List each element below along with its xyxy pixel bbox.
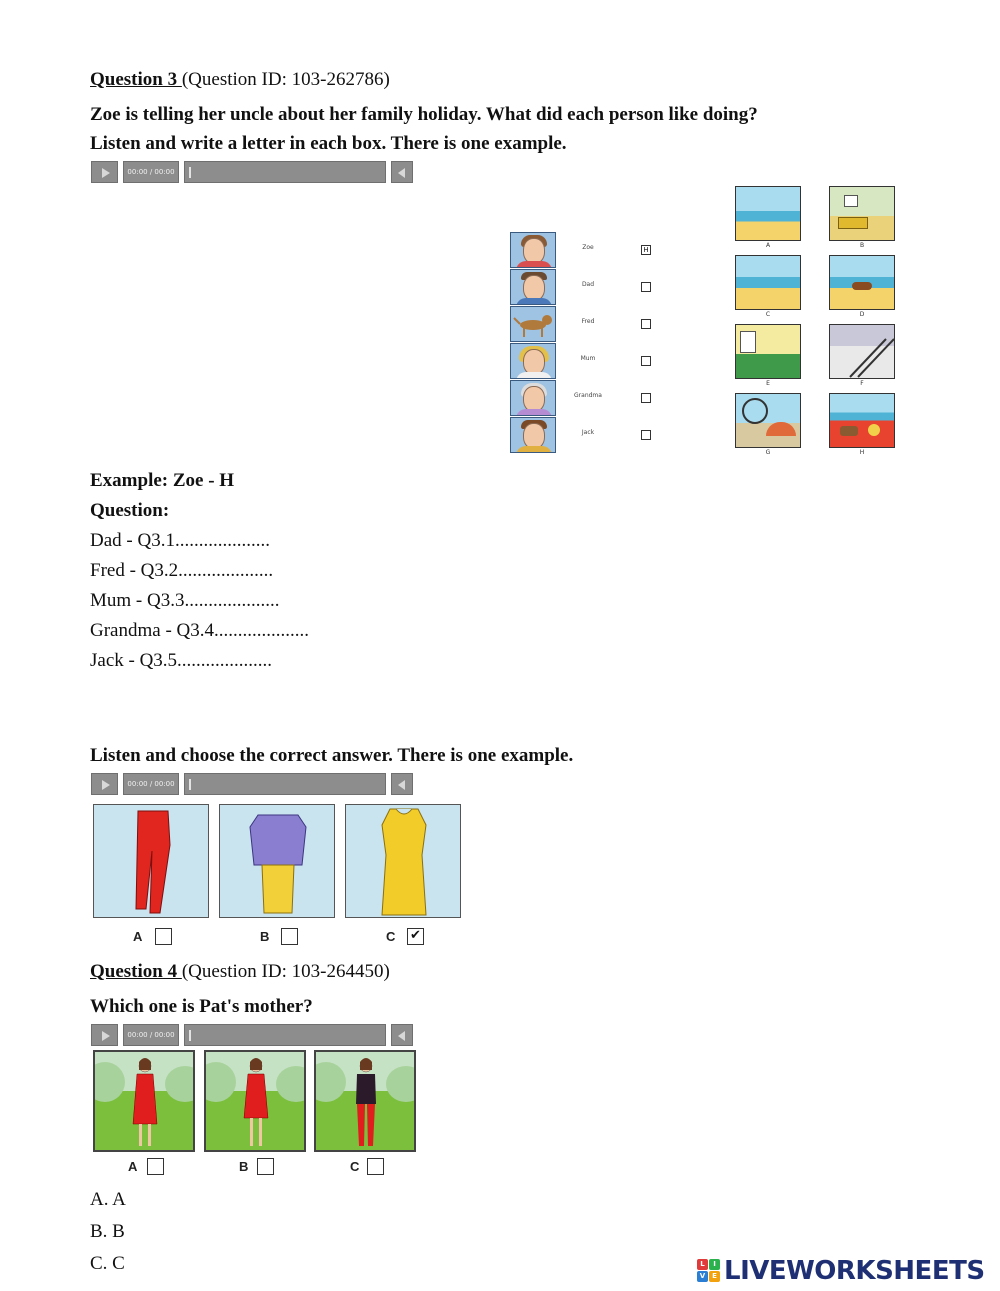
picture-g-fair [735,393,801,448]
answer-line-jack[interactable]: Jack - Q3.5.................... [90,650,273,671]
fred-dog-portrait [510,306,556,342]
family-answer-box[interactable] [641,356,651,366]
q3-instruction-1: Zoe is telling her uncle about her family holiday. What did each person like doing? [90,104,758,125]
option-a-trousers [93,804,209,918]
family-row-zoe [510,232,670,268]
example-instruction: Listen and choose the correct answer. There is one example. [90,745,574,766]
family-row-jack [510,417,670,453]
option-checkbox-b[interactable] [257,1158,274,1175]
picture-label: F [860,380,864,387]
family-answer-box[interactable] [641,282,651,292]
audio-progress-bar[interactable] [184,773,386,795]
audio-time: 00:00 / 00:00 [123,1024,179,1046]
family-row-grandma [510,380,670,416]
family-name: Dad [581,281,595,288]
family-answer-box: H [641,245,651,255]
q3-example: Example: Zoe - H [90,470,235,491]
dad-portrait [510,269,556,305]
picture-f-shopping-stairs [829,324,895,379]
option-b-woman-red-dress-short [204,1050,306,1152]
picture-label: E [766,380,770,387]
picture-d-dog-beach [829,255,895,310]
option-letter: B [260,929,270,944]
answer-line-mum[interactable]: Mum - Q3.3.................... [90,590,280,611]
family-answer-box[interactable] [641,319,651,329]
picture-label: B [859,242,865,249]
answer-line-dad[interactable]: Dad - Q3.1.................... [90,530,270,551]
family-name: Fred [581,318,595,325]
picture-label: D [859,311,865,318]
family-row-fred [510,306,670,342]
play-icon[interactable] [91,161,118,183]
family-row-mum [510,343,670,379]
audio-time: 00:00 / 00:00 [123,161,179,183]
family-answer-box[interactable] [641,430,651,440]
q4-choice-c[interactable]: C. C [90,1253,125,1274]
q4-heading [90,960,390,984]
family-answer-box[interactable] [641,393,651,403]
volume-icon[interactable] [391,773,413,795]
picture-label: C [765,311,771,318]
q4-question: Which one is Pat's mother? [90,996,313,1017]
answer-line-fred[interactable]: Fred - Q3.2.................... [90,560,274,581]
audio-time: 00:00 / 00:00 [123,773,179,795]
family-name: Jack [581,429,595,436]
picture-label: H [859,449,865,456]
option-checkbox-a[interactable] [155,928,172,945]
option-a-woman-red-dress [93,1050,195,1152]
q4-choice-a[interactable]: A. A [90,1189,126,1210]
family-name: Zoe [582,244,594,251]
q4-question-id: (Question ID: 103-264450) [181,961,390,982]
family-name: Mum [580,355,596,362]
option-letter: B [239,1159,249,1174]
option-c-woman-red-trousers [314,1050,416,1152]
option-checkbox-c[interactable] [367,1158,384,1175]
zoe-portrait [510,232,556,268]
picture-label: G [765,449,771,456]
option-letter: A [128,1159,138,1174]
play-icon[interactable] [91,1024,118,1046]
q4-choice-b[interactable]: B. B [90,1221,125,1242]
option-letter: C [350,1159,360,1174]
q3-heading [90,68,390,92]
option-checkbox-b[interactable] [281,928,298,945]
q3-question-label: Question: [90,500,170,521]
q4-title: Question 4 [90,961,182,982]
audio-progress-bar[interactable] [184,1024,386,1046]
q3-audio-player [91,161,413,183]
mum-portrait [510,343,556,379]
q3-title: Question 3 [90,69,182,90]
logo-grid-icon: L I V E [697,1259,721,1283]
picture-b-living-room [829,186,895,241]
q3-instruction-2: Listen and write a letter in each box. There is one example. [90,133,567,154]
volume-icon[interactable] [391,1024,413,1046]
volume-icon[interactable] [391,161,413,183]
example-audio-player [91,773,413,795]
option-letter: C [386,929,396,944]
picture-e-room [735,324,801,379]
option-letter: A [133,929,143,944]
answer-line-grandma[interactable]: Grandma - Q3.4.................... [90,620,309,641]
picture-a-beach [735,186,801,241]
picture-label: A [765,242,771,249]
family-name: Grandma [574,392,602,399]
q4-audio-player [91,1024,413,1046]
option-checkbox-c[interactable]: ✔ [407,928,424,945]
audio-progress-bar[interactable] [184,161,386,183]
option-b-jacket-skirt [219,804,335,918]
option-checkbox-a[interactable] [147,1158,164,1175]
logo-text: LIVEWORKSHEETS [724,1256,985,1286]
q3-question-id: (Question ID: 103-262786) [181,69,390,90]
option-c-dress [345,804,461,918]
family-row-dad [510,269,670,305]
jack-portrait [510,417,556,453]
play-icon[interactable] [91,773,118,795]
picture-c-beach-boats [735,255,801,310]
picture-h-picnic [829,393,895,448]
grandma-portrait [510,380,556,416]
